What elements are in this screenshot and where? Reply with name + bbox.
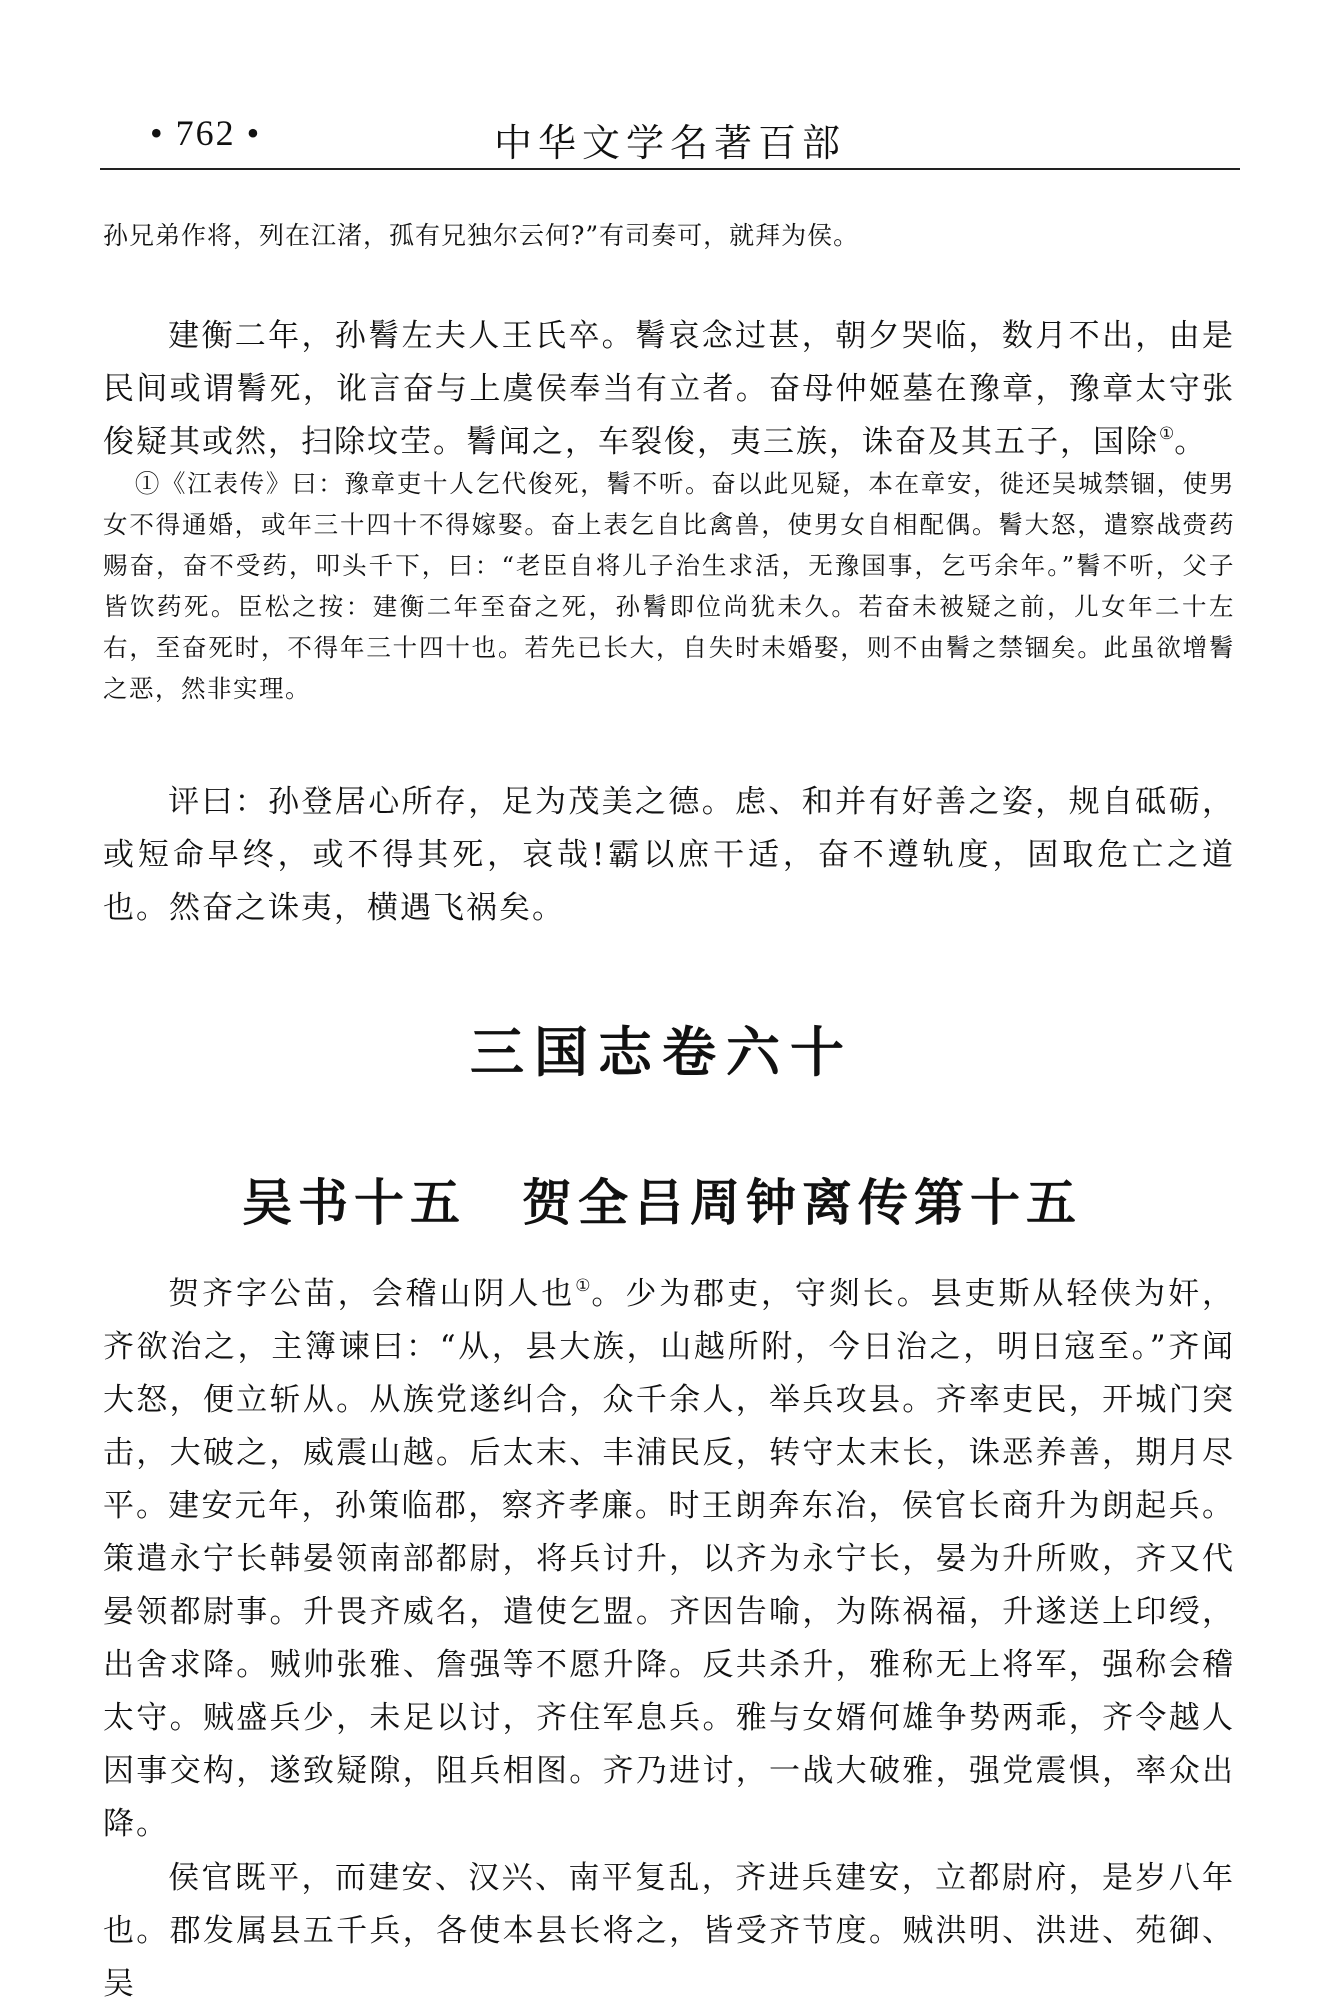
paragraph-jianheng-end: 。	[1174, 424, 1208, 460]
header-rule	[100, 168, 1240, 170]
footnote-ref[interactable]: ①	[1159, 424, 1175, 445]
paragraph-heqi-text-b: 。少为郡吏，守剡长。县吏斯从轻侠为奸，齐欲治之，主簿谏曰：“从，县大族，山越所附，今日治之，明日寇至。”齐闻大怒，便立斩从。从族党遂纠合，众千余人，举兵攻县。齐率吏民，开城门突击，大破之，威震山越。后太末、丰浦民反，转守太末长，诛恶养善，期月尽平。	[103, 1276, 1236, 1524]
paragraph-heqi-text-a: 贺齐字公苗，会稽山阴人也	[168, 1276, 576, 1312]
footnote-jiangbiaozhuan: ①《江表传》曰：豫章吏十人乞代俊死，鬌不听。奋以此见疑，本在章安，徙还吴城禁锢，使男女不得通婚，或年三十四十不得嫁娶。奋上表乞自比禽兽，使男女自相配偶。鬌大怒，遣察战赍药赐奋，奋不受药，叩头千下，曰：“老臣自将儿子治生求活，无豫国事，乞丐余年。”鬌不听，父子皆饮药死。臣松之按：建衡二年至奋之死，孙鬌即位尚犹未久。若奋未被疑之前，儿女年二十左右，至奋死时，不得年三十四十也。若先已长大，自失时未婚娶，则不由鬌之禁锢矣。此虽欲增鬌之恶，然非实理。	[103, 469, 1235, 703]
paragraph-jianheng	[103, 310, 1235, 469]
page-number: • 762 •	[150, 113, 262, 153]
paragraph-jianheng-text: 建衡二年，孙鬌左夫人王氏卒。鬌哀念过甚，朝夕哭临，数月不出，由是民间或谓鬌死，讹言奋与上虞侯奉当有立者。奋母仲姬墓在豫章，豫章太守张俊疑其或然，扫除坟茔。鬌闻之，车裂俊，夷三族，诛奋及其五子，国除	[103, 318, 1235, 460]
chapter-title: 吴书十五 贺全吕周钟离传第十五	[242, 1174, 1082, 1232]
volume-title: 三国志卷六十	[470, 1021, 854, 1084]
footnote-ref[interactable]: ①	[575, 1276, 592, 1297]
paragraph-jianan: 建安元年，孙策临郡，察齐孝廉。时王朗奔东冶，侯官长商升为朗起兵。策遣永宁长韩晏领南部都尉，将兵讨升，以齐为永宁长，晏为升所败，齐又代晏领都尉事。升畏齐威名，遣使乞盟。齐因告喻，为陈祸福，升遂送上印绶，出舍求降。贼帅张雅、詹强等不愿升降。反共杀升，雅称无上将军，强称会稽太守。贼盛兵少，未足以讨，齐住军息兵。雅与女婿何雄争势两乖，齐令越人因事交构，遂致疑隙，阻兵相图。齐乃进讨，一战大破雅，强党震惧，率众出降。	[103, 1488, 1235, 1842]
continuation-paragraph: 孙兄弟作将，列在江渚，孤有兄独尔云何?”有司奏可，就拜为侯。	[103, 221, 860, 250]
paragraph-houguan: 侯官既平，而建安、汉兴、南平复乱，齐进兵建安，立都尉府，是岁八年也。郡发属县五千兵，各使本县长将之，皆受齐节度。贼洪明、洪进、苑御、吴	[103, 1860, 1235, 2002]
page-header	[100, 112, 1240, 165]
paragraph-commentary: 评曰：孙登居心所存，足为茂美之德。虑、和并有好善之姿，规自砥砺，或短命早终，或不得其死，哀哉!霸以庶干适，奋不遵轨度，固取危亡之道也。然奋之诛夷，横遇飞祸矣。	[103, 784, 1235, 926]
running-title: 中华文学名著百部	[493, 121, 846, 165]
